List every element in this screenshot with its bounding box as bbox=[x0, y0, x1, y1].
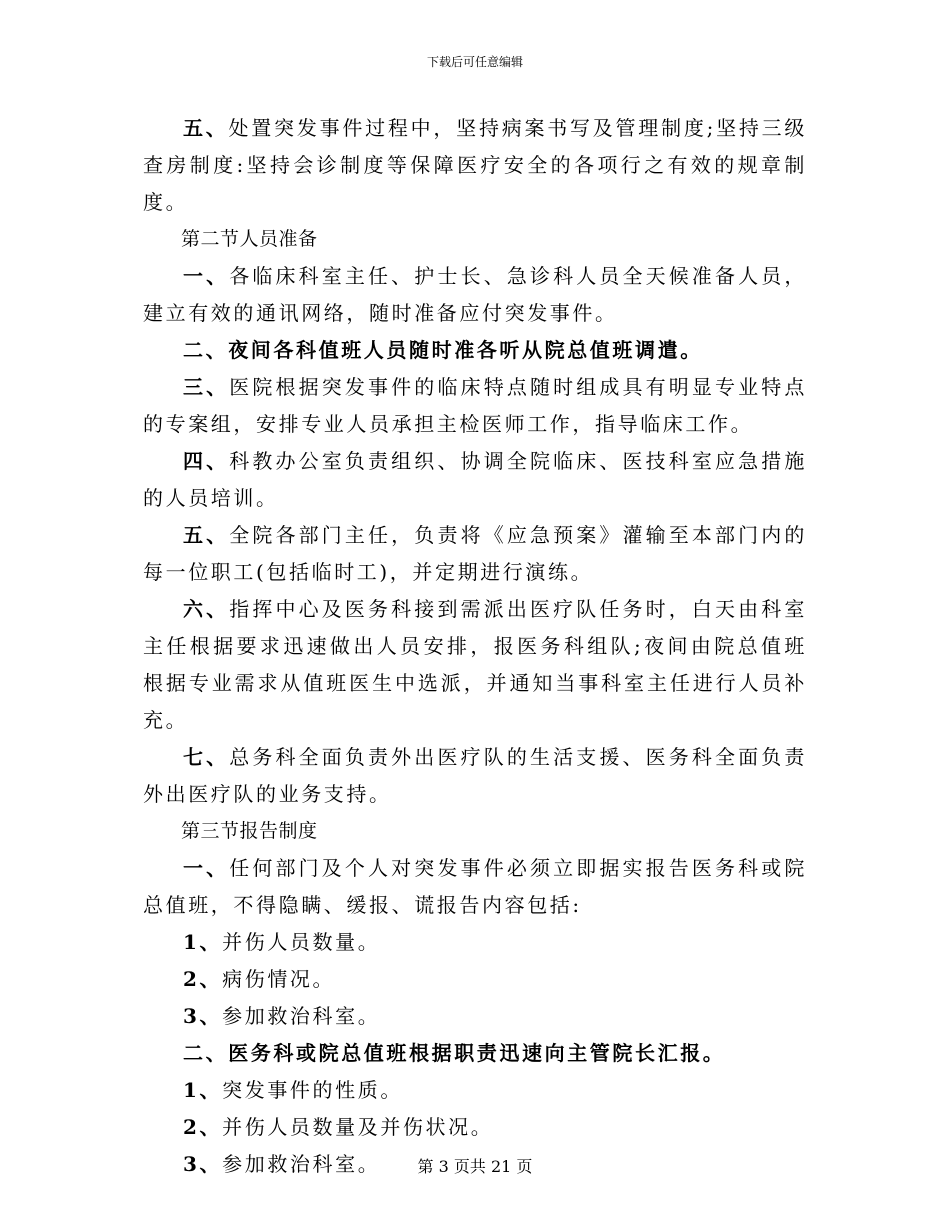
paragraph-item-7-support bbox=[143, 739, 807, 813]
list-item bbox=[143, 1109, 807, 1146]
paragraph-text: 各临床科室主任、护士长、急诊科人员全天候准备人员，建立有效的通讯网络，随时准备应付突发事件。 bbox=[143, 264, 808, 325]
paragraph-text: 指挥中心及医务科接到需派出医疗队任务时，白天由科室主任根据要求迅速做出人员安排，报医务科组队;夜间由院总值班根据专业需求从值班医生中选派，并通知当事科室主任进行人员补充。 bbox=[143, 597, 808, 732]
item-number: 2、 bbox=[183, 1115, 223, 1139]
list-item-text: 并伤人员数量。 bbox=[222, 930, 381, 954]
list-item-text: 参加救治科室。 bbox=[222, 1004, 381, 1028]
paragraph-item-2-escalate: 二、医务科或院总值班根据职责迅速向主管院长汇报。 bbox=[183, 1041, 726, 1065]
list-item-text: 参加救治科室。 bbox=[222, 1152, 381, 1176]
paragraph-item-1-standby bbox=[143, 258, 807, 332]
item-number: 三、 bbox=[183, 375, 230, 399]
list-item-text: 突发事件的性质。 bbox=[222, 1078, 403, 1102]
paragraph-item-6-dispatch bbox=[143, 591, 807, 739]
item-number: 五、 bbox=[183, 116, 229, 140]
item-number: 1、 bbox=[183, 930, 223, 954]
paragraph-item-3-special-team bbox=[143, 369, 807, 443]
item-number: 2、 bbox=[183, 967, 223, 991]
paragraph-text: 处置突发事件过程中，坚持病案书写及管理制度;坚持三级查房制度:坚持会诊制度等保障医疗安全的各项行之有效的规章制度。 bbox=[143, 116, 807, 214]
paragraph-item-5-safety bbox=[143, 110, 807, 221]
item-number: 七、 bbox=[183, 745, 230, 769]
item-number: 一、 bbox=[183, 856, 230, 880]
section-heading-reporting: 第三节报告制度 bbox=[181, 820, 318, 842]
paragraph-text: 医院根据突发事件的临床特点随时组成具有明显专业特点的专案组，安排专业人员承担主检医师工作，指导临床工作。 bbox=[143, 375, 808, 436]
list-item-text: 病伤情况。 bbox=[222, 967, 336, 991]
page-header: 下载后可任意编辑 bbox=[426, 55, 523, 69]
list-item bbox=[143, 998, 807, 1035]
paragraph-item-5-drills bbox=[143, 517, 807, 591]
item-number: 四、 bbox=[183, 449, 230, 473]
item-number: 3、 bbox=[183, 1004, 223, 1028]
paragraph-item-2-night-duty: 二、夜间各科值班人员随时准各听从院总值班调遣。 bbox=[183, 338, 703, 362]
list-item-text: 并伤人员数量及并伤状况。 bbox=[222, 1115, 494, 1139]
list-item bbox=[143, 1072, 807, 1109]
item-number: 五、 bbox=[183, 523, 230, 547]
paragraph-text: 科教办公室负责组织、协调全院临床、医技科室应急措施的人员培训。 bbox=[143, 449, 808, 510]
paragraph-text: 全院各部门主任，负责将《应急预案》灌输至本部门内的每一位职工(包括临时工)，并定期进行演练。 bbox=[143, 523, 808, 584]
page-number: 第 3 页共 21 页 bbox=[417, 1157, 533, 1176]
item-number: 1、 bbox=[183, 1078, 223, 1102]
item-number: 一、 bbox=[183, 264, 230, 288]
item-number: 3、 bbox=[183, 1152, 223, 1176]
paragraph-text: 任何部门及个人对突发事件必须立即据实报告医务科或院总值班，不得隐瞒、缓报、谎报告内容包括: bbox=[143, 856, 808, 917]
section-heading-personnel: 第二节人员准备 bbox=[181, 228, 318, 250]
list-item bbox=[143, 924, 807, 961]
paragraph-item-1-report bbox=[143, 850, 807, 924]
paragraph-text: 总务科全面负责外出医疗队的生活支援、医务科全面负责外出医疗队的业务支持。 bbox=[143, 745, 808, 806]
document-body bbox=[143, 110, 807, 1183]
item-number: 六、 bbox=[183, 597, 230, 621]
list-item bbox=[143, 961, 807, 998]
paragraph-item-4-training bbox=[143, 443, 807, 517]
